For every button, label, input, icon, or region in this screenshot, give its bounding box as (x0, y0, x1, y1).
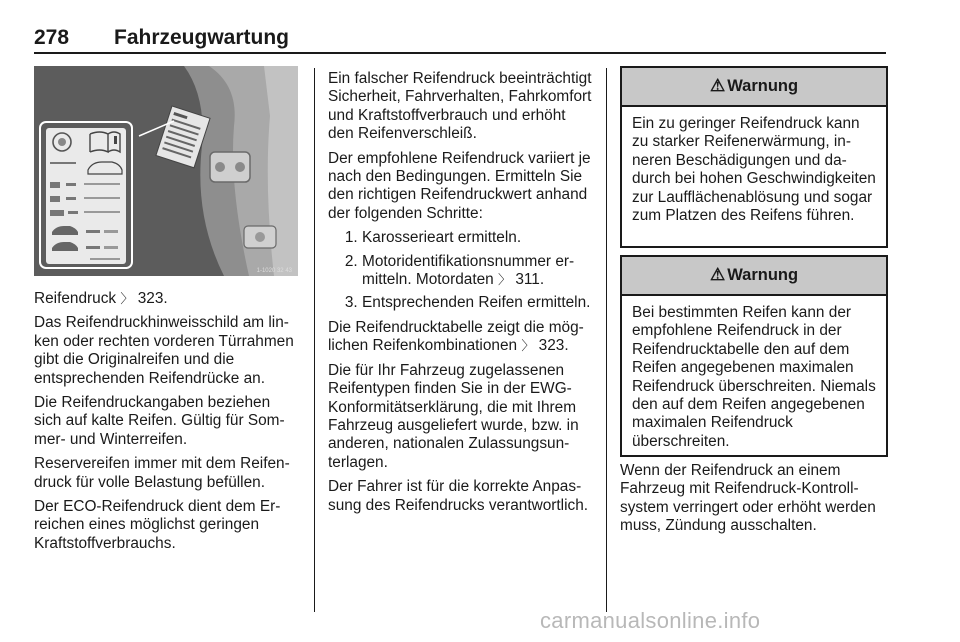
column-left (34, 290, 300, 559)
paragraph: Reservereifen immer mit dem Reifendruck für volle Belastung befüllen. (34, 455, 290, 491)
list-item: 2. Motoridentifikationsnummer ermitteln. Motordaten 〉 311. (362, 253, 594, 290)
door-striker-icon (244, 226, 276, 248)
warning-triangle-icon: ⚠ (709, 265, 726, 285)
warning-header (622, 68, 886, 107)
paragraph: Die für Ihr Fahrzeug zugelassenen Reifentypen finden Sie in der EWG-Konformitätserklärung, die mit Ihrem Fahrzeug ausgeliefert wurde, bzw. in anderen, nationalen Zulassungsunterlagen. (328, 361, 579, 471)
paragraph: Die Reifendruckangaben beziehen sich auf kalte Reifen. Gültig für Sommer- und Winterreifen. (34, 394, 285, 448)
warning-triangle-icon: ⚠ (709, 76, 726, 96)
figure-code: 1-1020 32 43 (256, 268, 292, 274)
paragraph-reifendruck-ref: Reifendruck 〉 323. (34, 290, 168, 307)
tire-pressure-label-figure (34, 66, 298, 276)
paragraph: Das Reifendruckhinweisschild am linken oder rechten vorderen Türrahmen gibt die Originalreifen und die entsprechenden Reifendrücke an. (34, 314, 294, 387)
paragraph: Die Reifendrucktabelle zeigt die möglichen Reifenkombinationen 〉 323. (328, 318, 584, 355)
tire-pressure-label-icon (40, 122, 132, 268)
paragraph: Der Fahrer ist für die korrekte Anpassung des Reifendrucks verantwortlich. (328, 478, 589, 514)
warning-title: Warnung (727, 266, 799, 285)
cross-reference-icon: 〉 (521, 338, 535, 354)
warning-body: Ein zu geringer Reifendruck kann zu starker Reifenerwärmung, inneren Beschädigungen und dadurch bei hohen Geschwindigkeiten zur Laufflächenablösung und sogar zum Platzen des Reifens führen. (632, 115, 876, 225)
warning-body: Bei bestimmten Reifen kann der empfohlene Reifendruck in der Reifendrucktabelle den auf dem Reifen angegebenen maximalen Reifendruck überschreiten. Niemals den auf dem Reifen angegebenen maximalen Reifendruck überschreiten. (632, 304, 876, 450)
paragraph: Der empfohlene Reifendruck variiert je nach den Bedingungen. Ermitteln Sie den richtigen Reifendruckwert anhand der folgenden Schritte: (328, 149, 591, 222)
page-header (34, 26, 886, 54)
list-item: 1. Karosserieart ermitteln. (362, 229, 594, 247)
door-hinge-icon (210, 152, 250, 182)
column-right (620, 462, 886, 542)
paragraph: Der ECO-Reifendruck dient dem Erreichen eines möglichst geringen Kraftstoffverbrauchs. (34, 498, 281, 552)
warning-title: Warnung (727, 77, 799, 96)
column-divider-1 (314, 68, 315, 612)
steps-list (328, 229, 594, 313)
paragraph: Ein falscher Reifendruck beeinträchtigt Sicherheit, Fahrverhalten, Fahrkomfort und Kraftstoffverbrauch und erhöht den Reifenverschleiß. (328, 70, 592, 143)
warning-header (622, 257, 886, 296)
cross-reference-icon: 〉 (498, 272, 512, 288)
list-item: 3. Entsprechenden Reifen ermitteln. (362, 294, 594, 312)
warning-box (620, 66, 888, 248)
cross-reference-icon: 〉 (120, 291, 134, 306)
page-reference-link[interactable]: 311. (511, 271, 545, 289)
door-frame-illustration (34, 66, 298, 276)
column-middle (328, 70, 594, 521)
page-title: Fahrzeugwartung (114, 26, 290, 49)
watermark: carmanualsonline.info (540, 608, 761, 633)
column-divider-2 (606, 68, 607, 612)
paragraph: Wenn der Reifendruck an einem Fahrzeug mit Reifendruck-Kontrollsystem verringert oder erhöht werden muss, Zündung ausschalten. (620, 462, 876, 535)
page-reference-link[interactable]: 323. (534, 337, 569, 355)
page-reference-link[interactable]: 323. (133, 290, 168, 307)
warning-box (620, 255, 888, 457)
page-number: 278 (34, 26, 70, 49)
